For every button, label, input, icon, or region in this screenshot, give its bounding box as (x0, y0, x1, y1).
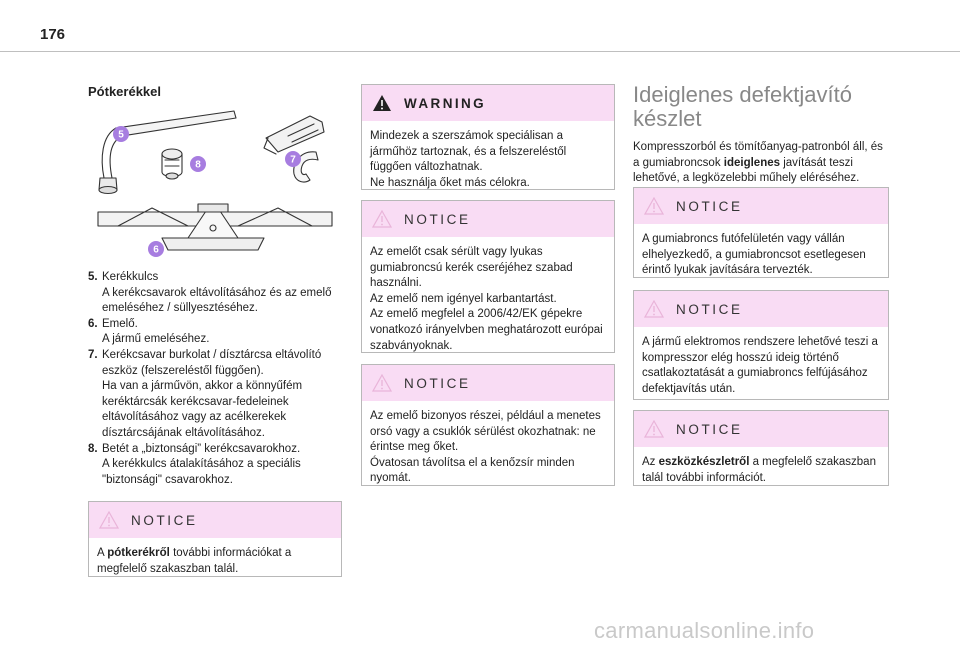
list-item (88, 270, 342, 317)
warning-triangle-icon (644, 420, 664, 438)
warning-triangle-icon (372, 94, 392, 112)
notice-text-post: további információkat a megfelelő szakaszban talál. (97, 547, 292, 575)
list-item-number: 8. (88, 442, 98, 455)
list-item-name: Betét a „biztonsági” kerékcsavarokhoz. (102, 442, 301, 455)
warning-text (362, 121, 614, 191)
warning-triangle-icon (644, 197, 664, 215)
warning-triangle-icon (372, 374, 392, 392)
warning-triangle-icon (644, 300, 664, 318)
notice-label: NOTICE (676, 198, 743, 214)
notice-text (634, 327, 888, 397)
notice-paragraph: Az emelő bizonyos részei, például a menetes orsó vagy a csuklók sérülést okozhatnak: ne érintse meg őket. (370, 410, 601, 454)
notice-paragraph: Az emelő megfelel a 2006/42/EK gépekre vonatkozó irányelvben meghatározott európai szabványoknak. (370, 308, 603, 352)
callout-7-label: 7 (290, 154, 296, 166)
notice-paragraph: Óvatosan távolítsa el a kenőzsír minden nyomát. (370, 456, 575, 485)
notice-label: NOTICE (404, 211, 471, 227)
list-item-desc: A jármű emeléséhez. (102, 333, 210, 346)
list-item (88, 348, 342, 442)
list-item-number: 5. (88, 271, 98, 283)
notice-text (634, 447, 888, 486)
warning-box (361, 84, 615, 190)
section-title-potkerek: Pótkerékkel (88, 84, 161, 99)
list-item-number: 6. (88, 317, 98, 330)
notice-text (89, 538, 341, 577)
notice-header (634, 291, 888, 327)
notice-text-bold: pótkerékről (107, 547, 170, 559)
notice-box-jack-parts (361, 364, 615, 486)
notice-box-left (88, 501, 342, 577)
list-item-desc: Ha van a járművön, akkor a könnyűfém keréktárcsák kerékcsavar-fedeleinek eltávolításához vagy az acélkerekek dísztárcsájának eltávolításához. (102, 380, 303, 439)
warning-header (362, 85, 614, 121)
notice-paragraph: Az emelőt csak sérült vagy lyukas gumiabroncsú kerék cseréjéhez szabad használni. (370, 246, 573, 290)
notice-paragraph: Az emelő nem igényel karbantartást. (370, 292, 557, 305)
intro-pre: Kompresszorból és tömítőanyag-patronból áll, és a gumiabroncsok (633, 141, 883, 169)
intro-post: javítását teszi lehetővé, a legközelebbi műhely eléréséhez. (633, 156, 860, 185)
notice-text (362, 401, 614, 487)
notice-text-pre: Az (642, 456, 659, 468)
notice-label: NOTICE (131, 512, 198, 528)
notice-header (634, 411, 888, 447)
callout-6-label: 6 (153, 244, 159, 256)
notice-header (362, 201, 614, 237)
list-item (88, 442, 342, 489)
list-item-name: Kerékcsavar burkolat / dísztárcsa eltávolító eszköz (felszereléstől függően). (102, 348, 322, 377)
list-item-number: 7. (88, 348, 98, 361)
notice-label: NOTICE (676, 421, 743, 437)
notice-box-puncture (633, 187, 889, 278)
list-item-desc: A kerékkulcs átalakításához a speciális "biztonsági" csavarokhoz. (102, 458, 301, 486)
warning-triangle-icon (372, 210, 392, 228)
notice-paragraph: A jármű elektromos rendszere lehetővé teszi a kompresszor elég hosszú ideig történő csatlakoztatását a gumiabroncs felfújásához defektjavítás után. (642, 336, 878, 395)
top-divider (0, 51, 960, 52)
notice-box-toolkit (633, 410, 889, 486)
parts-list (88, 270, 342, 488)
notice-text-bold: eszközkészletről (658, 456, 750, 468)
notice-text (362, 237, 614, 354)
notice-label: NOTICE (404, 375, 471, 391)
notice-header (89, 502, 341, 538)
notice-text-post: a megfelelő szakaszban talál további információt. (642, 456, 876, 484)
page-number: 176 (40, 26, 66, 43)
warning-triangle-icon (99, 511, 119, 529)
notice-text (634, 224, 888, 279)
notice-box-compressor (633, 290, 889, 400)
warning-paragraph: Mindezek a szerszámok speciálisan a járműhöz tartoznak, és a felszereléstől függően változhatnak. (370, 130, 567, 174)
notice-box-jack (361, 200, 615, 353)
intro-paragraph (633, 140, 889, 187)
notice-text-pre: A (97, 547, 108, 559)
watermark: carmanualsonline.info (594, 618, 815, 643)
intro-bold: ideiglenes (723, 156, 781, 169)
callout-5-label: 5 (118, 129, 124, 141)
warning-paragraph: Ne használja őket más célokra. (370, 176, 530, 189)
notice-paragraph: A gumiabroncs futófelületén vagy vállán elhelyezkedő, a gumiabroncsot esetlegesen érintő lyukak javítására tervezték. (642, 233, 866, 277)
tool-kit-illustration (88, 108, 342, 264)
list-item-name: Kerékkulcs (102, 271, 159, 283)
notice-label: NOTICE (676, 301, 743, 317)
notice-header (634, 188, 888, 224)
list-item (88, 317, 342, 348)
list-item-name: Emelő. (102, 317, 138, 330)
section-title-defektjavito: Ideiglenes defektjavító készlet (633, 82, 852, 131)
callout-8-label: 8 (195, 159, 201, 171)
notice-header (362, 365, 614, 401)
warning-label: WARNING (404, 95, 487, 111)
list-item-desc: A kerékcsavarok eltávolításához és az emelő emeléséhez / süllyesztéséhez. (102, 286, 332, 315)
